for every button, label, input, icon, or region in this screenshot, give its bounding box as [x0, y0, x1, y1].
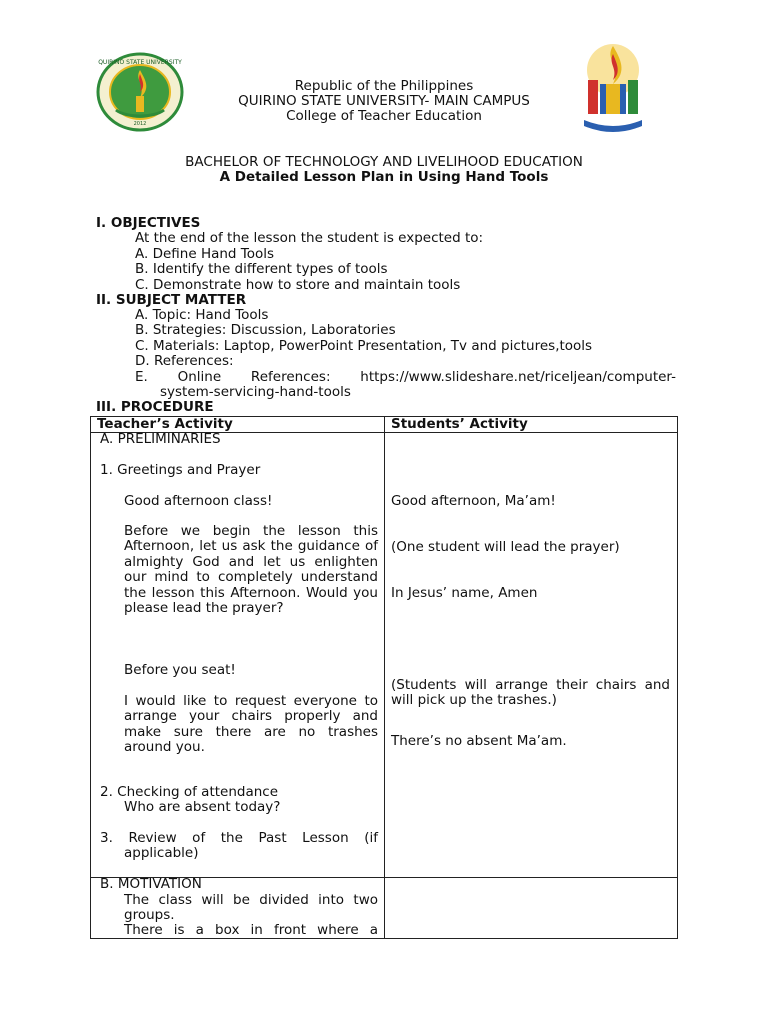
teacher-before-seat: Before you seat!	[124, 662, 236, 678]
objectives-intro: At the end of the lesson the student is expected to:	[135, 230, 484, 246]
review-item-cont: applicable)	[124, 845, 199, 861]
col-students-header: Students’ Activity	[391, 416, 528, 432]
header-college: College of Teacher Education	[286, 108, 482, 124]
student-lead-prayer: (One student will lead the prayer)	[391, 539, 620, 555]
student-greeting: Good afternoon, Ma’am!	[391, 493, 556, 509]
student-amen: In Jesus’ name, Amen	[391, 585, 538, 601]
teacher-prayer-request: Before we begin the lesson this Afternoon, let us ask the guidance of almighty God and let us enlighten our mind to completely understand the lesson this Afternoon. Would you please lead the prayer?	[124, 523, 378, 617]
teacher-who-absent: Who are absent today?	[124, 799, 281, 815]
procedure-heading: III. PROCEDURE	[96, 399, 214, 415]
objective-item: B. Identify the different types of tools	[135, 261, 388, 277]
lesson-plan-title: A Detailed Lesson Plan in Using Hand Tools	[219, 169, 549, 185]
seal-lettering: QUIRINO STATE UNIVERSITY	[98, 59, 182, 66]
header-university: QUIRINO STATE UNIVERSITY- MAIN CAMPUS	[238, 93, 530, 109]
column-divider	[384, 417, 385, 938]
greetings-item: 1. Greetings and Prayer	[100, 462, 261, 478]
objective-item: C. Demonstrate how to store and maintain tools	[135, 277, 461, 293]
col-teacher-header: Teacher’s Activity	[97, 416, 233, 432]
student-arrange: (Students will arrange their chairs and will pick up the trashes.)	[391, 677, 670, 709]
student-no-absent: There’s no absent Ma’am.	[391, 733, 567, 749]
online-references: E. Online References: https://www.slideshare.net/riceljean/computer-	[135, 369, 676, 385]
subject-item: B. Strategies: Discussion, Laboratories	[135, 322, 396, 338]
review-item: 3. Review of the Past Lesson (if	[100, 830, 378, 846]
preliminaries-label: A. PRELIMINARIES	[100, 431, 221, 447]
teacher-greeting: Good afternoon class!	[124, 493, 273, 509]
attendance-item: 2. Checking of attendance	[100, 784, 279, 800]
subject-matter-heading: II. SUBJECT MATTER	[96, 292, 247, 308]
objective-item: A. Define Hand Tools	[135, 246, 275, 262]
subject-item: A. Topic: Hand Tools	[135, 307, 269, 323]
motivation-label: B. MOTIVATION	[100, 876, 202, 892]
seal-year: 2012	[133, 121, 147, 127]
procedure-table	[90, 416, 678, 939]
header-republic: Republic of the Philippines	[294, 78, 474, 94]
motivation-box-text: There is a box in front where a	[124, 922, 378, 938]
program-title: BACHELOR OF TECHNOLOGY AND LIVELIHOOD EDUCATION	[185, 154, 583, 170]
subject-item: D. References:	[135, 353, 234, 369]
teacher-arrange-request: I would like to request everyone to arrange your chairs properly and make sure there are no trashes around you.	[124, 693, 378, 756]
online-references-url-cont: system-servicing-hand-tools	[160, 384, 351, 400]
objectives-heading: I. OBJECTIVES	[96, 215, 201, 231]
subject-item: C. Materials: Laptop, PowerPoint Presentation, Tv and pictures,tools	[135, 338, 593, 354]
motivation-text: The class will be divided into two groups.	[124, 892, 378, 924]
